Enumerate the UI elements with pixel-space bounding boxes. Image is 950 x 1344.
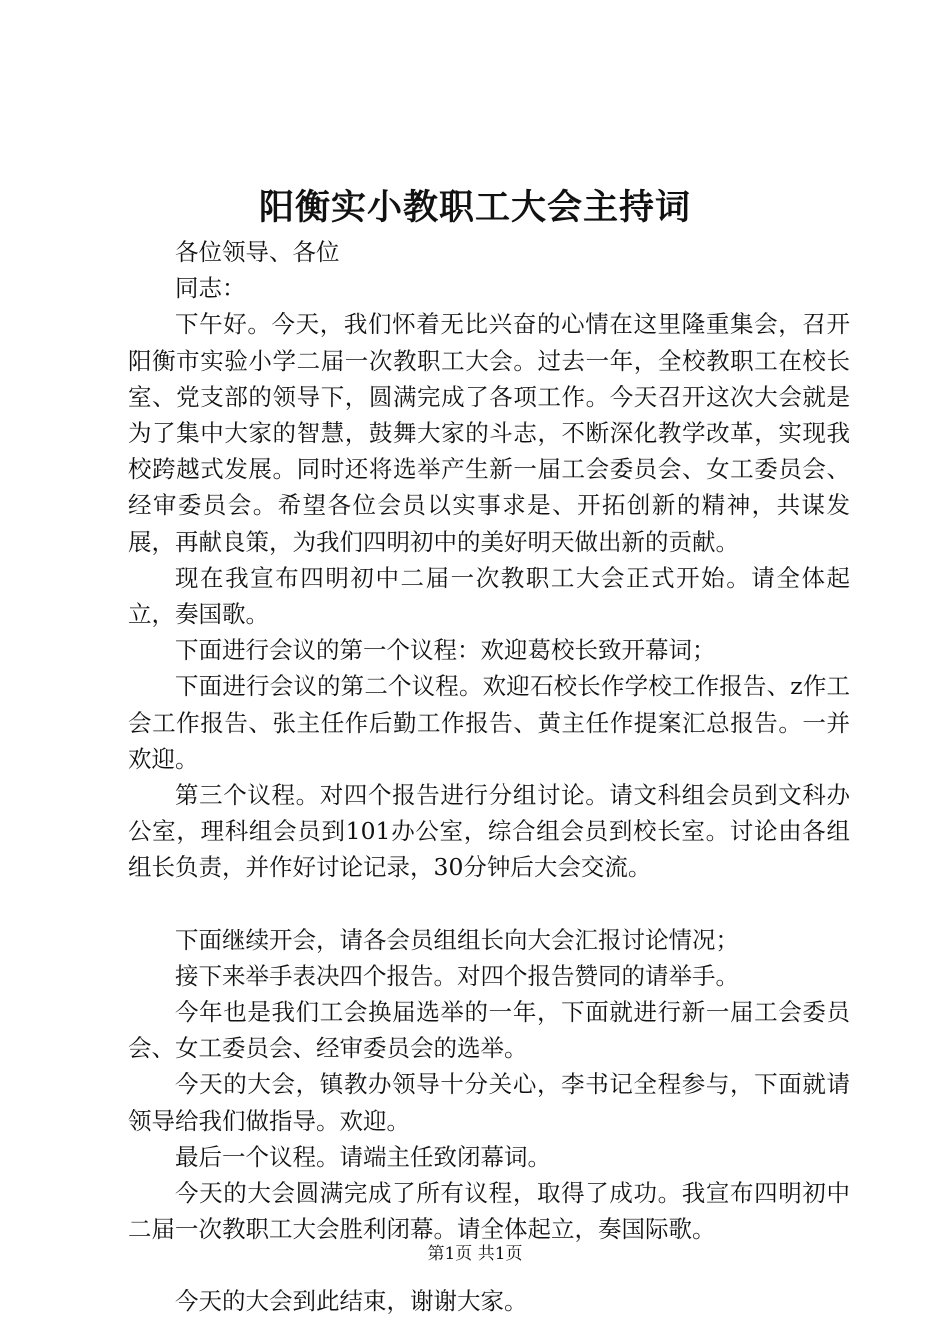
paragraph-guidance: 今天的大会，镇教办领导十分关心，李书记全程参与，下面就请领导给我们做指导。欢迎。 xyxy=(128,1070,850,1135)
paragraph-thanks: 今天的大会到此结束，谢谢大家。 xyxy=(175,1287,528,1316)
paragraph-agenda-3: 第三个议程。对四个报告进行分组讨论。请文科组会员到文科办公室，理科组会员到101办公室，综合组会员到校长室。讨论由各组组长负责，并作好讨论记录，30分钟后大会交流。 xyxy=(128,781,850,882)
paragraph-greeting-2: 同志： xyxy=(175,274,246,303)
paragraph-agenda-1: 下面进行会议的第一个议程：欢迎葛校长致开幕词； xyxy=(175,636,716,665)
paragraph-opening: 下午好。今天，我们怀着无比兴奋的心情在这里隆重集会，召开阳衡市实验小学二届一次教职工大会。过去一年，全校教职工在校长室、党支部的领导下，圆满完成了各项工作。今天召开这次大会就是为了集中大家的智慧，鼓舞大家的斗志，不断深化教学改革，实现我校跨越式发展。同时还将选举产生新一届工会委员会、女工委员会、经审委员会。希望各位会员以实事求是、开拓创新的精神，共谋发展，再献良策，为我们四明初中的美好明天做出新的贡献。 xyxy=(128,310,850,556)
page-number-footer: 第1页 共1页 xyxy=(427,1244,523,1264)
paragraph-greeting-1: 各位领导、各位 xyxy=(175,238,340,266)
document-title: 阳衡实小教职工大会主持词 xyxy=(258,187,691,228)
document-body xyxy=(128,234,850,1320)
paragraph-agenda-2: 下面进行会议的第二个议程。欢迎石校长作学校工作报告、z作工会工作报告、张主任作后勤工作报告、黄主任作提案汇总报告。一并欢迎。 xyxy=(128,672,850,773)
paragraph-closing: 今天的大会圆满完成了所有议程，取得了成功。我宣布四明初中二届一次教职工大会胜利闭幕。请全体起立，奏国际歌。 xyxy=(128,1179,850,1244)
paragraph-closing-agenda: 最后一个议程。请端主任致闭幕词。 xyxy=(175,1142,551,1171)
paragraph-continue: 下面继续开会，请各会员组组长向大会汇报讨论情况； xyxy=(175,925,739,954)
paragraph-announce-start: 现在我宣布四明初中二届一次教职工大会正式开始。请全体起立，奏国歌。 xyxy=(128,563,850,629)
paragraph-election: 今年也是我们工会换届选举的一年，下面就进行新一届工会委员会、女工委员会、经审委员会的选举。 xyxy=(128,998,850,1063)
paragraph-vote: 接下来举手表决四个报告。对四个报告赞同的请举手。 xyxy=(175,961,739,990)
